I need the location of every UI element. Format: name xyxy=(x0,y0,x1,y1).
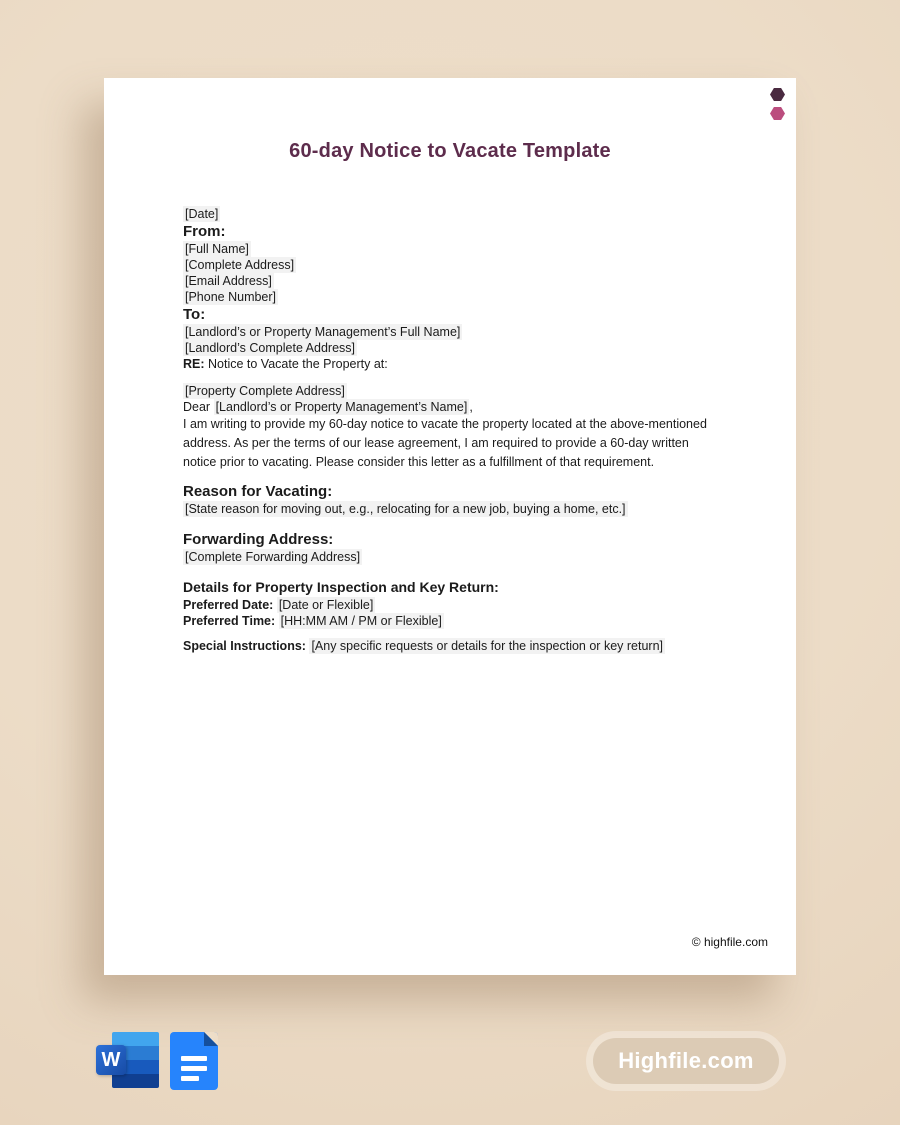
salutation-placeholder: [Landlord’s or Property Management’s Name] xyxy=(215,400,468,414)
complete-address-placeholder: [Complete Address] xyxy=(185,258,295,272)
re-line xyxy=(183,356,710,372)
phone-number-placeholder: [Phone Number] xyxy=(185,290,277,304)
forwarding-placeholder: [Complete Forwarding Address] xyxy=(185,550,361,564)
preferred-time-label: Preferred Time: xyxy=(183,614,276,628)
hexagon-pink-icon xyxy=(770,107,785,120)
reason-label: Reason for Vacating: xyxy=(183,483,333,500)
hexagon-dark-icon xyxy=(770,88,785,101)
re-text: Notice to Vacate the Property at: xyxy=(204,357,388,371)
from-line xyxy=(183,289,710,305)
to-label: To: xyxy=(183,306,206,323)
preferred-time-line xyxy=(183,613,710,629)
property-line xyxy=(183,383,710,399)
from-line xyxy=(183,257,710,273)
reason-placeholder: [State reason for moving out, e.g., relocating for a new job, buying a home, etc.] xyxy=(185,502,626,516)
email-address-placeholder: [Email Address] xyxy=(185,274,272,288)
google-docs-icon[interactable] xyxy=(170,1032,218,1090)
salutation-line xyxy=(183,399,710,415)
preferred-date-label: Preferred Date: xyxy=(183,598,274,612)
forwarding-label: Forwarding Address: xyxy=(183,531,334,548)
special-instructions-line xyxy=(183,638,710,654)
letter-body xyxy=(183,206,710,654)
salutation-suffix: , xyxy=(469,400,473,414)
hexagon-decor xyxy=(770,88,785,120)
special-instructions-placeholder: [Any specific requests or details for the inspection or key return] xyxy=(311,639,663,653)
to-line xyxy=(183,324,710,340)
re-label: RE: xyxy=(183,357,205,371)
reason-line xyxy=(183,501,710,517)
ms-word-letter-badge: W xyxy=(96,1045,126,1075)
preferred-time-placeholder: [HH:MM AM / PM or Flexible] xyxy=(280,614,442,628)
preferred-date-placeholder: [Date or Flexible] xyxy=(278,598,374,612)
landlord-name-placeholder: [Landlord’s or Property Management’s Full Name] xyxy=(185,325,461,339)
from-line xyxy=(183,241,710,257)
google-docs-text-lines xyxy=(181,1056,207,1086)
notice-paragraph: I am writing to provide my 60-day notice to vacate the property located at the above-mentioned address. As per the terms of our lease agreement, I am required to provide a 60-day written notice prior to vacating. Please consider this letter as a fulfillment of that requirement. xyxy=(183,417,707,469)
from-label: From: xyxy=(183,223,226,240)
page-title: 60-day Notice to Vacate Template xyxy=(289,140,611,162)
highfile-brand-badge[interactable]: Highfile.com xyxy=(593,1038,779,1084)
to-line xyxy=(183,340,710,356)
forwarding-line xyxy=(183,549,710,565)
preferred-date-line xyxy=(183,597,710,613)
property-address-placeholder: [Property Complete Address] xyxy=(185,384,345,398)
landlord-address-placeholder: [Landlord’s Complete Address] xyxy=(185,341,356,355)
full-name-placeholder: [Full Name] xyxy=(185,242,249,256)
special-instructions-label: Special Instructions: xyxy=(183,639,306,653)
ms-word-icon[interactable] xyxy=(96,1032,160,1090)
details-label: Details for Property Inspection and Key Return: xyxy=(183,579,499,595)
date-placeholder: [Date] xyxy=(185,207,219,221)
document-page xyxy=(104,78,796,975)
from-line xyxy=(183,273,710,289)
date-line xyxy=(183,206,710,222)
copyright-credit: © highfile.com xyxy=(691,935,768,949)
salutation-prefix: Dear xyxy=(183,400,214,414)
